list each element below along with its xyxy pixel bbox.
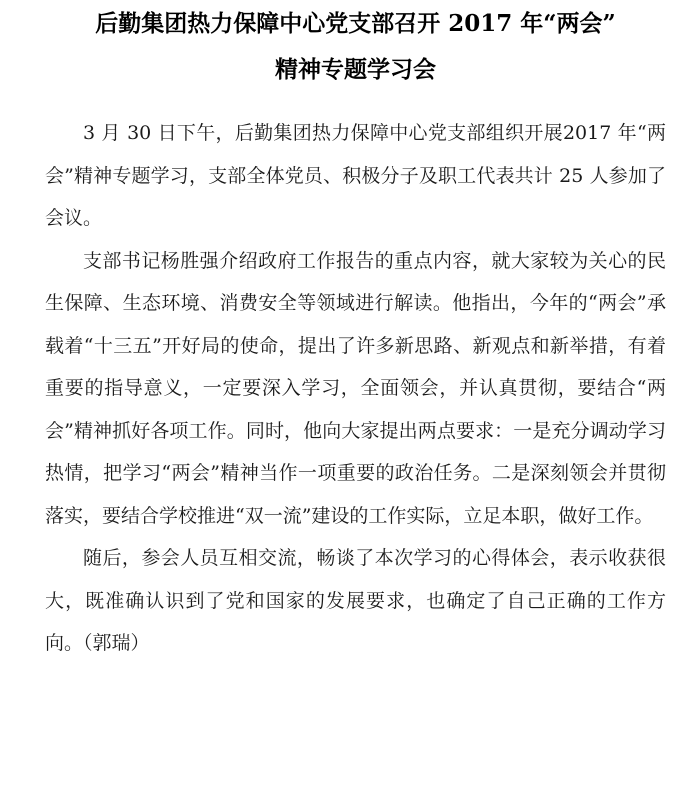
article-title-line-2: 精神专题学习会 bbox=[275, 56, 436, 83]
paragraph-2: 支部书记杨胜强介绍政府工作报告的重点内容，就大家较为关心的民生保障、生态环境、消费安全等领域进行解读。他指出，今年的“两会”承载着“十三五”开好局的使命，提出了许多新思路、新观点和新举措，有着重要的指导意义，一定要深入学习，全面领会，并认真贯彻，要结合“两会”精神抓好各项工作。同时，他向大家提出两点要求：一是充分调动学习热情，把学习“两会”精神当作一项重要的政治任务。二是深刻领会并贯彻落实，要结合学校推进“双一流”建设的工作实际，立足本职，做好工作。 bbox=[45, 249, 666, 527]
paragraph-3: 随后，参会人员互相交流，畅谈了本次学习的心得体会，表示收获很大，既准确认识到了党和国家的发展要求，也确定了自己正确的工作方向。（郭瑞） bbox=[45, 547, 666, 654]
paragraph-1: 3 月 30 日下午，后勤集团热力保障中心党支部组织开展2017 年“两会”精神专题学习，支部全体党员、积极分子及职工代表共计 25 人参加了会议。 bbox=[45, 122, 666, 229]
article-title bbox=[45, 0, 666, 94]
article-title-line-1: 后勤集团热力保障中心党支部召开 2017 年“两会” bbox=[95, 10, 616, 37]
article-body bbox=[45, 112, 666, 665]
